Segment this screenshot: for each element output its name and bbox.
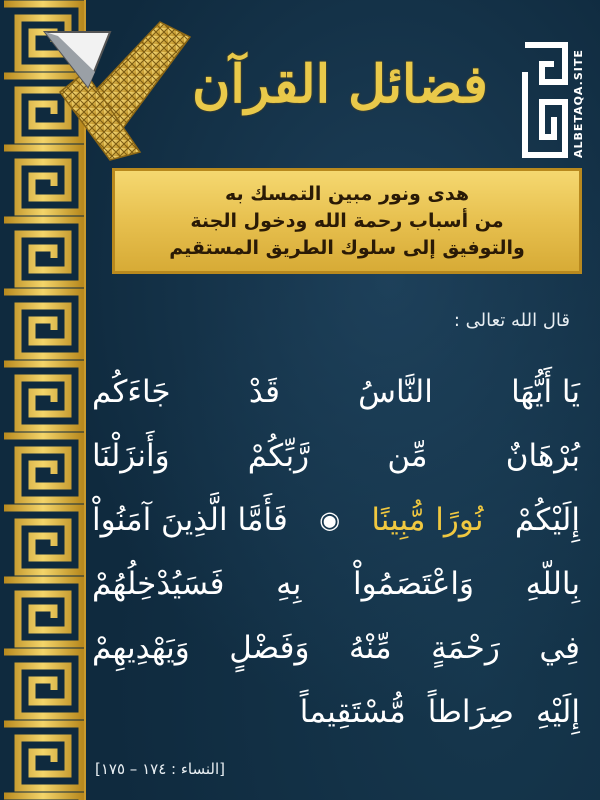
quran-stand-icon xyxy=(40,12,200,162)
verse-word: قَدْ xyxy=(248,374,280,410)
verse-word: فِي xyxy=(539,630,580,666)
verse-word: رَحْمَةٍ xyxy=(431,630,500,666)
verse-word: فَسَيُدْخِلُهُمْ xyxy=(92,566,225,602)
ayah-end-icon: ◉ xyxy=(319,506,341,534)
verse-word: إِلَيْكُمْ xyxy=(514,502,580,538)
verse-word: النَّاسُ xyxy=(358,374,433,410)
verse-line xyxy=(92,552,580,616)
kufic-logo-icon xyxy=(522,42,568,158)
verse-line xyxy=(92,680,580,744)
subtitle-line: من أسباب رحمة الله ودخول الجنة xyxy=(190,209,504,232)
verse-highlight: نُورًا مُّبِينًا xyxy=(371,502,484,538)
verse-word: مِّن xyxy=(387,438,428,474)
verse-line xyxy=(92,616,580,680)
subtitle-line: هدى ونور مبين التمسك به xyxy=(224,182,469,205)
verse-word: بِاللّهِ xyxy=(525,566,580,602)
verse-word: وَفَضْلٍ xyxy=(229,630,310,666)
verse-line xyxy=(92,360,580,424)
verse-word: رَّبِّكُمْ xyxy=(247,438,310,474)
verse-word: بُرْهَانٌ xyxy=(505,438,580,474)
verse-intro: قال الله تعالى : xyxy=(453,310,570,331)
verse-word: فَأَمَّا الَّذِينَ آمَنُواْ xyxy=(92,502,288,538)
verse-word: وَأَنزَلْنَا xyxy=(92,438,170,474)
subtitle-box xyxy=(112,168,582,274)
verse-word: وَاعْتَصَمُواْ xyxy=(353,566,474,602)
verse-word: إِلَيْهِ xyxy=(535,694,580,730)
verse-word: مِّنْهُ xyxy=(348,630,392,666)
verse-line xyxy=(92,424,580,488)
verse-word: مُّسْتَقِيماً xyxy=(299,694,406,730)
verse-word: صِرَاطاً xyxy=(427,694,514,730)
site-name: ALBETAQA.SITE xyxy=(572,49,585,158)
verse-word: بِهِ xyxy=(276,566,302,602)
verse-word: يَا أَيُّهَا xyxy=(511,374,580,410)
verse-word: جَاءَكُم xyxy=(92,374,171,410)
subtitle-line: والتوفيق إلى سلوك الطريق المستقيم xyxy=(169,236,525,259)
verse-citation: [النساء : ١٧٤ – ١٧٥] xyxy=(95,760,225,778)
page-title: فضائل القرآن xyxy=(192,54,488,115)
quran-verse xyxy=(92,360,580,744)
verse-line xyxy=(92,488,580,552)
verse-word: وَيَهْدِيهِمْ xyxy=(92,630,190,666)
site-logo xyxy=(524,18,594,158)
